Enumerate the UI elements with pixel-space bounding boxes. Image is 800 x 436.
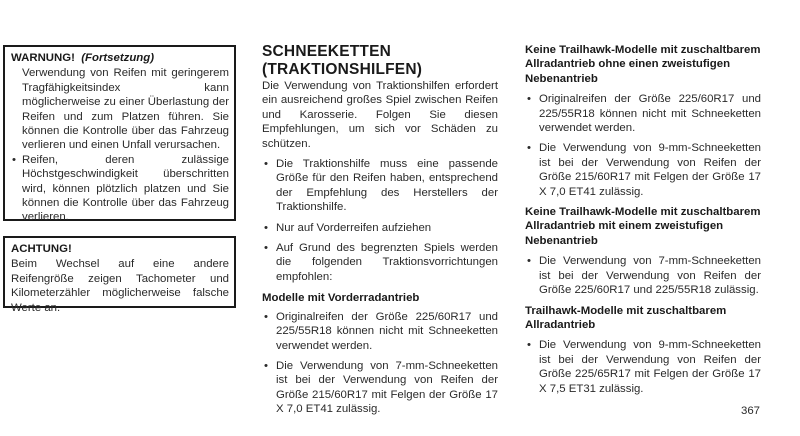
list-item: • Die Verwendung von 9-mm-Schneeketten ist bei der Verwendung von Reifen der Größe 215/60R17 mit Felgen der Größe 17 X 7,0 ET41 zulässig. <box>525 141 761 199</box>
section-intro: Die Verwendung von Traktionshilfen erfordert ein ausreichend großes Spiel zwischen Reifen und Karosserie. Folgen Sie diesen Empfehlungen, um sich vor Schäden zu schützen. <box>262 80 498 150</box>
caution-title: ACHTUNG! <box>11 243 72 255</box>
column-middle <box>262 43 498 417</box>
subsection-heading: Keine Trailhawk-Modelle mit zuschaltbarem Allradantrieb ohne einen zweistufigen Nebenantrieb <box>525 44 761 85</box>
warning-title-suffix: (Fortsetzung) <box>81 52 155 64</box>
list-item: • Originalreifen der Größe 225/60R17 und 225/55R18 können nicht mit Schneeketten verwendet werden. <box>525 92 761 135</box>
list-item: • Die Traktionshilfe muss eine passende Größe für den Reifen haben, entsprechend der Empfehlung des Herstellers der Traktionshilfe. <box>262 157 498 215</box>
caution-text: Beim Wechsel auf eine andere Reifengröße zeigen Tachometer und Kilometerzähler möglicherweise falsche Werte an. <box>11 258 229 314</box>
subsection-heading: Trailhawk-Modelle mit zuschaltbarem Allradantrieb <box>525 304 727 331</box>
section-title-line1: SCHNEEKETTEN <box>262 43 391 60</box>
section-title-line2: (TRAKTIONSHILFEN) <box>262 60 423 78</box>
list-item: • Auf Grund des begrenzten Spiels werden die folgenden Traktionsvorrichtungen empfohlen: <box>262 241 498 284</box>
list-item: • Die Verwendung von 9-mm-Schneeketten ist bei der Verwendung von Reifen der Größe 225/65R17 mit Felgen der Größe 17 X 7,5 ET31 zulässig. <box>525 338 761 396</box>
column-right <box>525 43 761 396</box>
subsection-heading: Modelle mit Vorderradantrieb <box>262 292 420 305</box>
section-title <box>262 43 498 78</box>
subsection-heading: Keine Trailhawk-Modelle mit zuschaltbarem Allradantrieb mit einem zweistufigen Nebenantrieb <box>525 206 761 247</box>
warning-title-text: WARNUNG! <box>11 52 75 64</box>
list-item: • Nur auf Vorderreifen aufziehen <box>262 221 498 235</box>
warning-title <box>11 51 229 65</box>
warning-continued-text: Verwendung von Reifen mit geringerem Tragfähigkeitsindex kann möglicherweise zu einer Überlastung der Reifen und zum Platzen führen. Sie können die Kontrolle über das Fahrzeug verlieren und einen Unfall verursachen. <box>22 67 229 152</box>
list-item: • Die Verwendung von 7-mm-Schneeketten ist bei der Verwendung von Reifen der Größe 225/60R17 und 225/55R18 zulässig. <box>525 254 761 297</box>
caution-box <box>3 236 236 314</box>
list-item: • Die Verwendung von 7-mm-Schneeketten ist bei der Verwendung von Reifen der Größe 215/60R17 mit Felgen der Größe 17 X 7,0 ET41 zulässig. <box>262 359 498 417</box>
warning-bullet: • Reifen, deren zulässige Höchstgeschwindigkeit überschritten wird, können plötzlich platzen und Sie können die Kontrolle über das Fahrzeug verlieren. <box>11 153 229 225</box>
page-number: 367 <box>741 405 761 417</box>
list-item: • Originalreifen der Größe 225/60R17 und 225/55R18 können nicht mit Schneeketten verwendet werden. <box>262 310 498 353</box>
warning-box <box>3 45 236 224</box>
